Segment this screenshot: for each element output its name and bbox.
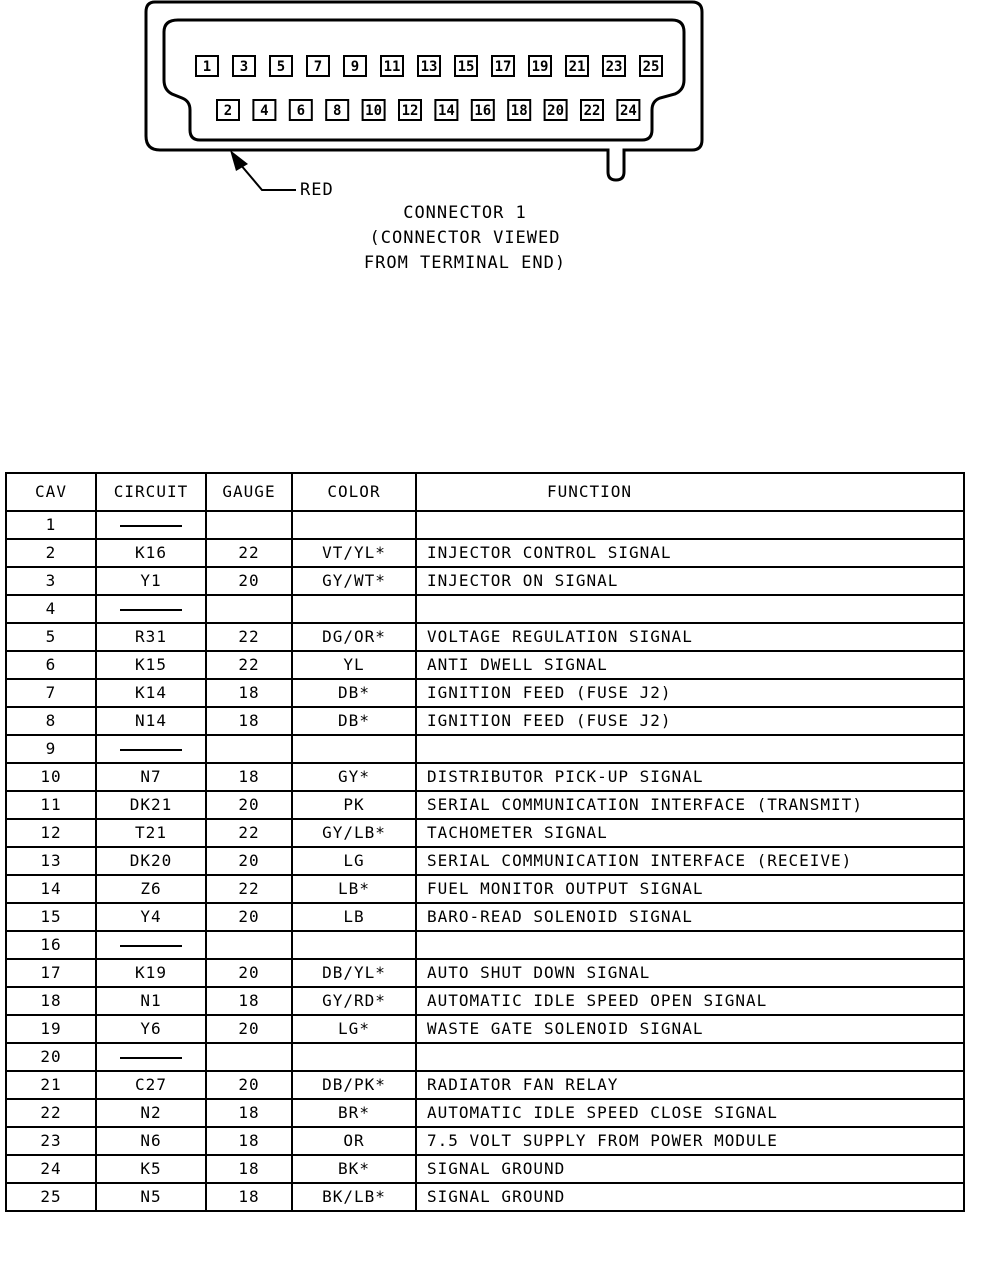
header-cav: CAV xyxy=(6,473,96,511)
color-cell: BR* xyxy=(292,1099,416,1127)
pin-number: 19 xyxy=(531,59,549,75)
gauge-cell: 22 xyxy=(206,651,292,679)
circuit-cell: N7 xyxy=(96,763,206,791)
bottom-pin-row xyxy=(217,100,639,120)
table-row xyxy=(6,847,964,875)
cav-cell: 15 xyxy=(6,903,96,931)
gauge-cell: 22 xyxy=(206,623,292,651)
circuit-cell xyxy=(96,511,206,539)
table-row xyxy=(6,1043,964,1071)
gauge-cell: 22 xyxy=(206,539,292,567)
function-cell: INJECTOR ON SIGNAL xyxy=(416,567,964,595)
table-row xyxy=(6,987,964,1015)
table-row xyxy=(6,539,964,567)
cav-cell: 23 xyxy=(6,1127,96,1155)
function-cell xyxy=(416,1043,964,1071)
pin-number: 20 xyxy=(547,103,565,119)
circuit-cell: K19 xyxy=(96,959,206,987)
table-row xyxy=(6,875,964,903)
no-circuit-dash xyxy=(120,945,182,947)
cav-cell: 16 xyxy=(6,931,96,959)
circuit-cell: K15 xyxy=(96,651,206,679)
pin-number: 23 xyxy=(605,59,623,75)
gauge-cell: 20 xyxy=(206,1071,292,1099)
pin-number: 18 xyxy=(510,103,528,119)
gauge-cell: 18 xyxy=(206,707,292,735)
function-cell: SERIAL COMMUNICATION INTERFACE (TRANSMIT) xyxy=(416,791,964,819)
cav-cell: 5 xyxy=(6,623,96,651)
table-row xyxy=(6,819,964,847)
function-cell: VOLTAGE REGULATION SIGNAL xyxy=(416,623,964,651)
function-cell: ANTI DWELL SIGNAL xyxy=(416,651,964,679)
color-cell: DB/PK* xyxy=(292,1071,416,1099)
function-cell: IGNITION FEED (FUSE J2) xyxy=(416,707,964,735)
cav-cell: 2 xyxy=(6,539,96,567)
function-cell: SIGNAL GROUND xyxy=(416,1155,964,1183)
gauge-cell: 18 xyxy=(206,1155,292,1183)
pin-number: 3 xyxy=(239,59,249,75)
color-cell: LB* xyxy=(292,875,416,903)
table-row xyxy=(6,567,964,595)
color-cell: GY/RD* xyxy=(292,987,416,1015)
table-row xyxy=(6,595,964,623)
cav-cell: 19 xyxy=(6,1015,96,1043)
gauge-cell: 22 xyxy=(206,875,292,903)
table-row xyxy=(6,651,964,679)
circuit-cell xyxy=(96,595,206,623)
cav-cell: 8 xyxy=(6,707,96,735)
circuit-cell: T21 xyxy=(96,819,206,847)
pin-number: 14 xyxy=(437,103,455,119)
connector-shell-outer xyxy=(146,2,702,180)
red-wire-arrowhead xyxy=(230,150,248,171)
function-cell: 7.5 VOLT SUPPLY FROM POWER MODULE xyxy=(416,1127,964,1155)
gauge-cell: 18 xyxy=(206,1127,292,1155)
gauge-cell: 20 xyxy=(206,903,292,931)
table-row xyxy=(6,1127,964,1155)
circuit-cell xyxy=(96,931,206,959)
color-cell xyxy=(292,735,416,763)
function-cell: SIGNAL GROUND xyxy=(416,1183,964,1211)
pin-number: 16 xyxy=(474,103,492,119)
function-cell: WASTE GATE SOLENOID SIGNAL xyxy=(416,1015,964,1043)
gauge-cell: 20 xyxy=(206,959,292,987)
circuit-cell xyxy=(96,1043,206,1071)
cav-cell: 11 xyxy=(6,791,96,819)
circuit-cell: DK20 xyxy=(96,847,206,875)
function-cell: TACHOMETER SIGNAL xyxy=(416,819,964,847)
gauge-cell: 20 xyxy=(206,847,292,875)
cav-cell: 20 xyxy=(6,1043,96,1071)
color-cell xyxy=(292,511,416,539)
function-cell: INJECTOR CONTROL SIGNAL xyxy=(416,539,964,567)
function-cell: BARO-READ SOLENOID SIGNAL xyxy=(416,903,964,931)
color-cell: YL xyxy=(292,651,416,679)
gauge-cell: 18 xyxy=(206,1099,292,1127)
cav-cell: 17 xyxy=(6,959,96,987)
color-cell: LG* xyxy=(292,1015,416,1043)
table-row xyxy=(6,931,964,959)
function-cell xyxy=(416,595,964,623)
table-row xyxy=(6,1183,964,1211)
red-wire-label: RED xyxy=(300,180,334,200)
gauge-cell: 22 xyxy=(206,819,292,847)
gauge-cell xyxy=(206,511,292,539)
circuit-cell: N1 xyxy=(96,987,206,1015)
no-circuit-dash xyxy=(120,1057,182,1059)
header-function: FUNCTION xyxy=(416,473,964,511)
pin-number: 9 xyxy=(350,59,360,75)
cav-cell: 9 xyxy=(6,735,96,763)
table-row xyxy=(6,959,964,987)
circuit-cell: C27 xyxy=(96,1071,206,1099)
pin-number: 17 xyxy=(494,59,512,75)
color-cell xyxy=(292,1043,416,1071)
circuit-cell: Y4 xyxy=(96,903,206,931)
connector-caption-line2: (CONNECTOR VIEWED xyxy=(369,228,561,248)
color-cell: DB/YL* xyxy=(292,959,416,987)
table-row xyxy=(6,679,964,707)
function-cell xyxy=(416,511,964,539)
header-color: COLOR xyxy=(292,473,416,511)
color-cell: PK xyxy=(292,791,416,819)
pin-number: 8 xyxy=(332,103,342,119)
circuit-cell: K16 xyxy=(96,539,206,567)
pin-number: 15 xyxy=(457,59,475,75)
function-cell xyxy=(416,931,964,959)
cav-cell: 6 xyxy=(6,651,96,679)
pinout-table xyxy=(5,472,965,1212)
color-cell: BK/LB* xyxy=(292,1183,416,1211)
color-cell: DB* xyxy=(292,707,416,735)
gauge-cell: 20 xyxy=(206,1015,292,1043)
gauge-cell: 18 xyxy=(206,1183,292,1211)
function-cell: FUEL MONITOR OUTPUT SIGNAL xyxy=(416,875,964,903)
cav-cell: 10 xyxy=(6,763,96,791)
pin-number: 7 xyxy=(313,59,323,75)
gauge-cell: 18 xyxy=(206,987,292,1015)
circuit-cell: DK21 xyxy=(96,791,206,819)
red-wire-arrow xyxy=(240,164,296,190)
table-header-row xyxy=(6,473,964,511)
gauge-cell: 20 xyxy=(206,791,292,819)
table-row xyxy=(6,763,964,791)
function-cell: IGNITION FEED (FUSE J2) xyxy=(416,679,964,707)
pin-number: 2 xyxy=(223,103,233,119)
top-pin-row xyxy=(196,56,662,76)
cav-cell: 1 xyxy=(6,511,96,539)
table-row xyxy=(6,903,964,931)
pin-number: 22 xyxy=(583,103,601,119)
circuit-cell: Y1 xyxy=(96,567,206,595)
circuit-cell: N6 xyxy=(96,1127,206,1155)
function-cell: AUTOMATIC IDLE SPEED OPEN SIGNAL xyxy=(416,987,964,1015)
pin-number: 11 xyxy=(383,59,401,75)
gauge-cell xyxy=(206,1043,292,1071)
cav-cell: 13 xyxy=(6,847,96,875)
color-cell: DG/OR* xyxy=(292,623,416,651)
cav-cell: 4 xyxy=(6,595,96,623)
color-cell: DB* xyxy=(292,679,416,707)
header-gauge: GAUGE xyxy=(206,473,292,511)
cav-cell: 12 xyxy=(6,819,96,847)
cav-cell: 7 xyxy=(6,679,96,707)
gauge-cell xyxy=(206,931,292,959)
color-cell: BK* xyxy=(292,1155,416,1183)
cav-cell: 21 xyxy=(6,1071,96,1099)
gauge-cell: 18 xyxy=(206,763,292,791)
cav-cell: 24 xyxy=(6,1155,96,1183)
table-row xyxy=(6,511,964,539)
cav-cell: 25 xyxy=(6,1183,96,1211)
color-cell: GY* xyxy=(292,763,416,791)
table-row xyxy=(6,791,964,819)
gauge-cell: 20 xyxy=(206,567,292,595)
circuit-cell: N2 xyxy=(96,1099,206,1127)
gauge-cell: 18 xyxy=(206,679,292,707)
function-cell: SERIAL COMMUNICATION INTERFACE (RECEIVE) xyxy=(416,847,964,875)
function-cell: AUTOMATIC IDLE SPEED CLOSE SIGNAL xyxy=(416,1099,964,1127)
table-row xyxy=(6,1071,964,1099)
table-row xyxy=(6,1015,964,1043)
cav-cell: 14 xyxy=(6,875,96,903)
table-row xyxy=(6,707,964,735)
no-circuit-dash xyxy=(120,609,182,611)
cav-cell: 3 xyxy=(6,567,96,595)
circuit-cell: Y6 xyxy=(96,1015,206,1043)
pin-number: 6 xyxy=(296,103,306,119)
color-cell: GY/LB* xyxy=(292,819,416,847)
circuit-cell: N5 xyxy=(96,1183,206,1211)
function-cell: DISTRIBUTOR PICK-UP SIGNAL xyxy=(416,763,964,791)
circuit-cell: N14 xyxy=(96,707,206,735)
circuit-cell: Z6 xyxy=(96,875,206,903)
circuit-cell: R31 xyxy=(96,623,206,651)
no-circuit-dash xyxy=(120,525,182,527)
pin-number: 5 xyxy=(276,59,286,75)
connector-caption-line3: FROM TERMINAL END) xyxy=(363,253,567,273)
color-cell: LG xyxy=(292,847,416,875)
pin-number: 4 xyxy=(260,103,269,119)
table-row xyxy=(6,1099,964,1127)
pin-number: 24 xyxy=(619,103,637,119)
connector-caption-line1: CONNECTOR 1 xyxy=(403,203,527,223)
pin-number: 12 xyxy=(401,103,419,119)
table-body xyxy=(6,511,964,1211)
table-row xyxy=(6,735,964,763)
color-cell xyxy=(292,931,416,959)
circuit-cell xyxy=(96,735,206,763)
cav-cell: 18 xyxy=(6,987,96,1015)
pin-number: 10 xyxy=(365,103,383,119)
pin-number: 13 xyxy=(420,59,438,75)
pin-number: 1 xyxy=(202,59,212,75)
color-cell xyxy=(292,595,416,623)
color-cell: LB xyxy=(292,903,416,931)
pin-number: 21 xyxy=(568,59,586,75)
gauge-cell xyxy=(206,595,292,623)
color-cell: VT/YL* xyxy=(292,539,416,567)
color-cell: GY/WT* xyxy=(292,567,416,595)
gauge-cell xyxy=(206,735,292,763)
table-row xyxy=(6,1155,964,1183)
header-circuit: CIRCUIT xyxy=(96,473,206,511)
connector-shell-inner xyxy=(164,20,684,140)
no-circuit-dash xyxy=(120,749,182,751)
function-cell: RADIATOR FAN RELAY xyxy=(416,1071,964,1099)
cav-cell: 22 xyxy=(6,1099,96,1127)
circuit-cell: K5 xyxy=(96,1155,206,1183)
color-cell: OR xyxy=(292,1127,416,1155)
pin-number: 25 xyxy=(642,59,660,75)
circuit-cell: K14 xyxy=(96,679,206,707)
table-row xyxy=(6,623,964,651)
function-cell: AUTO SHUT DOWN SIGNAL xyxy=(416,959,964,987)
function-cell xyxy=(416,735,964,763)
